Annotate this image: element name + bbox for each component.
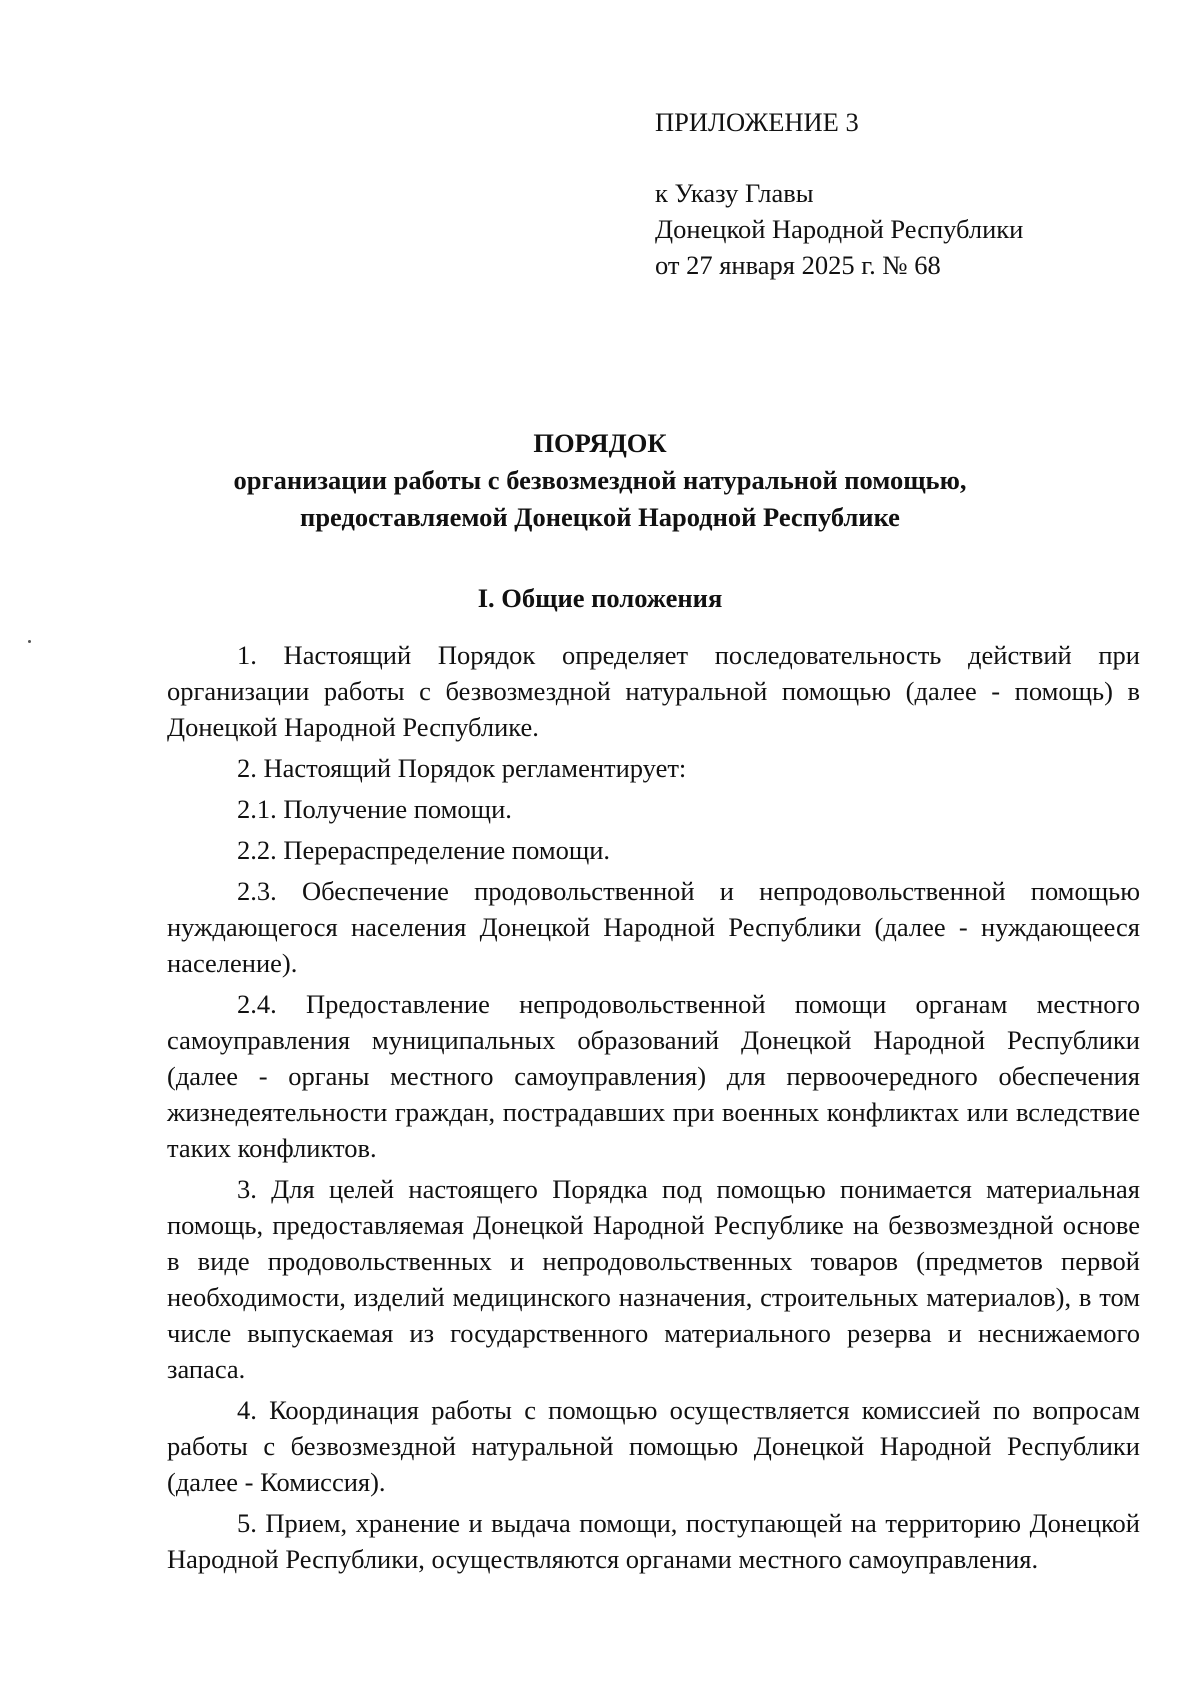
paragraph-2-4: 2.4. Предоставление непродовольственной помощи органам местного самоуправления муниципальных образований Донецкой Народной Республики (далее - органы местного самоуправления) для первоочередного обеспечения жизнедеятельности граждан, пострадавших при военных конфликтах или вследствие таких конфликтов.	[167, 989, 1140, 1163]
annex-line-1: к Указу Главы	[655, 178, 814, 208]
document-subtitle-2: предоставляемой Донецкой Народной Республике	[300, 502, 900, 532]
paragraph-2-3: 2.3. Обеспечение продовольственной и непродовольственной помощью нуждающегося населения Донецкой Народной Республики (далее - нуждающееся население).	[167, 876, 1140, 978]
document-title: ПОРЯДОК	[533, 428, 667, 458]
paragraph-1: 1. Настоящий Порядок определяет последовательность действий при организации работы с безвозмездной натуральной помощью (далее - помощь) в Донецкой Народной Республике.	[167, 640, 1140, 742]
document-heading	[0, 425, 1200, 536]
paragraph-2-2: 2.2. Перераспределение помощи.	[237, 835, 611, 865]
annex-block	[655, 104, 1023, 283]
annex-line-2: Донецкой Народной Республики	[655, 214, 1024, 244]
annex-line-3: от 27 января 2025 г. № 68	[655, 250, 941, 280]
scan-speck	[28, 640, 31, 643]
paragraph-4: 4. Координация работы с помощью осуществляется комиссией по вопросам работы с безвозмездной натуральной помощью Донецкой Народной Республики (далее - Комиссия).	[167, 1395, 1140, 1497]
section-heading: I. Общие положения	[477, 583, 723, 613]
paragraph-2-1: 2.1. Получение помощи.	[237, 794, 512, 824]
annex-title: ПРИЛОЖЕНИЕ 3	[655, 107, 859, 137]
paragraph-2: 2. Настоящий Порядок регламентирует:	[237, 753, 687, 783]
paragraph-5: 5. Прием, хранение и выдача помощи, поступающей на территорию Донецкой Народной Республики, осуществляются органами местного самоуправления.	[167, 1508, 1140, 1574]
document-body	[167, 637, 1140, 1582]
document-subtitle-1: организации работы с безвозмездной натуральной помощью,	[233, 465, 967, 495]
paragraph-3: 3. Для целей настоящего Порядка под помощью понимается материальная помощь, предоставляемая Донецкой Народной Республике на безвозмездной основе в виде продовольственных и непродовольственных товаров (предметов первой необходимости, изделий медицинского назначения, строительных материалов), в том числе выпускаемая из государственного материального резерва и неснижаемого запаса.	[167, 1174, 1140, 1384]
